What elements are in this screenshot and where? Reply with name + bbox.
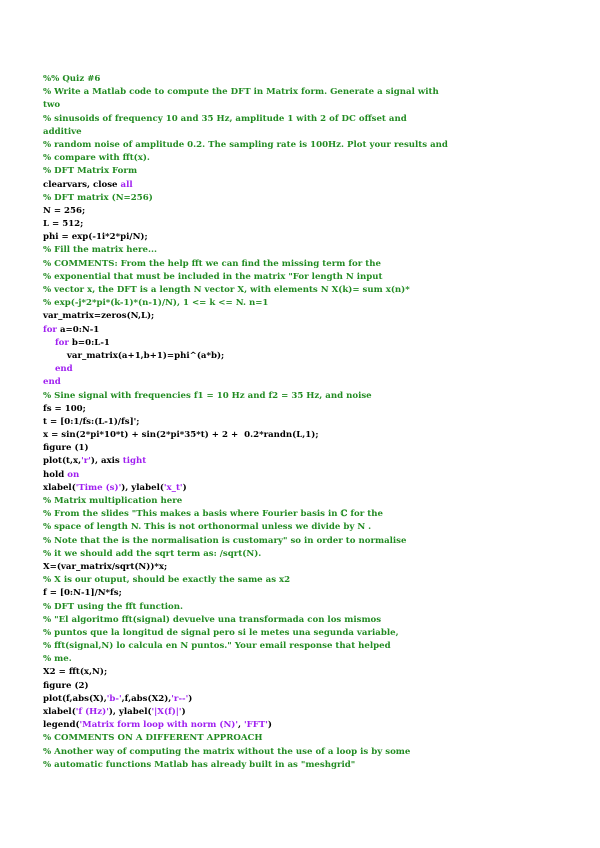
code-line [43,297,563,310]
code-line [43,258,563,271]
code-line [43,746,563,759]
code-text: xlabel( [43,482,76,493]
code-text [43,338,55,348]
code-text: ,f,abs(X2), [121,693,172,704]
code-line [43,442,563,455]
code-comment: % random noise of amplitude 0.2. The sampling rate is 100Hz. Plot your results and [43,139,448,150]
code-text: xlabel( [43,707,76,717]
code-line [43,706,563,719]
code-comment: % COMMENTS ON A DIFFERENT APPROACH [43,733,263,744]
code-comment: % DFT using the fft function. [43,601,184,612]
code-line [43,640,563,653]
code-comment: % Note that the is the normalisation is customary" so in order to normalise [43,535,407,546]
code-line [43,152,563,165]
code-text: X2 = fft(x,N); [43,667,108,678]
code-text: var_matrix(a+1,b+1)=phi^(a*b); [43,350,225,361]
code-line [43,521,563,534]
code-text: ), ylabel( [108,707,152,717]
code-line [43,376,563,389]
code-text: L = 512; [43,219,84,230]
code-keyword: 'f (Hz)' [75,707,109,717]
code-comment: % From the slides "This makes a basis where Fourier basis in ℂ for the [43,509,383,520]
code-comment: % DFT Matrix Form [43,166,138,177]
code-line [43,390,563,403]
code-line [43,205,563,218]
code-text: plot(t,x, [43,456,82,467]
code-text: b=0:L-1 [71,337,110,348]
code-line [43,574,563,587]
code-line [43,192,563,205]
code-keyword: 'b-' [106,693,122,704]
code-keyword: 'Time (s)' [75,482,122,493]
code-line [43,587,563,600]
code-keyword: on [67,469,80,480]
code-keyword: end [54,364,73,375]
code-line [43,482,563,495]
code-line [43,403,563,416]
code-line [43,73,563,86]
code-comment: % Another way of computing the matrix without the use of a loop is by some [43,746,411,757]
code-text: legend( [43,720,80,731]
code-comment: % COMMENTS: From the help fft we can find the missing term for the [43,258,381,269]
code-text: figure (1) [43,443,89,454]
code-text: figure (2) [43,680,89,691]
code-comment: % Matrix multiplication here [43,496,183,506]
code-text: f = [0:N-1]/N*fs; [43,588,122,599]
code-text: , [238,720,244,731]
code-keyword: '|X(f)|' [151,707,182,717]
code-keyword: all [120,179,133,190]
code-keyword: for [43,324,60,335]
code-line [43,719,563,732]
code-line [43,113,563,126]
code-keyword: tight [122,456,147,467]
code-comment: % Fill the matrix here... [43,245,157,256]
code-line [43,561,563,574]
code-text: plot(f,abs(X), [43,693,107,704]
code-line [43,244,563,257]
code-text: a=0:N-1 [59,324,100,335]
code-line [43,680,563,693]
code-line [43,495,563,508]
code-line [43,337,563,350]
code-text: ) [267,720,272,731]
matlab-code-listing [43,73,563,772]
code-text [43,364,55,374]
code-line [43,139,563,152]
code-text: hold [43,469,68,480]
code-text: var_matrix=zeros(N,L); [43,311,155,322]
code-line [43,350,563,363]
code-line [43,231,563,244]
code-comment: % me. [43,654,72,665]
code-line [43,284,563,297]
code-comment: two [43,100,61,111]
code-line [43,732,563,745]
code-text: ) [182,482,187,493]
code-line [43,86,563,99]
code-line [43,627,563,640]
code-keyword: 'Matrix form loop with norm (N)' [79,720,238,731]
code-text: phi = exp(-1i*2*pi/N); [43,232,148,243]
code-text: ) [181,707,186,717]
code-keyword: end [43,377,61,388]
code-line [43,693,563,706]
code-text: fs = 100; [43,403,86,414]
code-text: N = 256; [43,205,86,216]
code-keyword: for [54,337,72,348]
code-line [43,218,563,231]
code-line [43,126,563,139]
code-keyword: 'x_t' [163,482,183,493]
code-text: ) [188,693,193,704]
code-line [43,99,563,112]
code-line [43,179,563,192]
code-line [43,429,563,442]
code-text: X=(var_matrix/sqrt(N))*x; [43,561,168,572]
code-comment: % fft(signal,N) lo calcula en N puntos." Your email response that helped [43,641,391,652]
code-line [43,363,563,376]
code-line [43,271,563,284]
code-line [43,601,563,614]
code-line [43,653,563,666]
code-text: ), ylabel( [121,482,164,493]
code-line [43,535,563,548]
code-comment: % X is our otuput, should be exactly the same as x2 [43,575,291,586]
code-text: clearvars, close [43,179,121,190]
code-keyword: 'FFT' [243,720,268,731]
code-line [43,455,563,468]
code-line [43,759,563,772]
code-comment: % Write a Matlab code to compute the DFT in Matrix form. Generate a signal with [43,87,439,98]
code-comment: % sinusoids of frequency 10 and 35 Hz, amplitude 1 with 2 of DC offset and [43,113,407,124]
code-comment: % vector x, the DFT is a length N vector X, with elements N X(k)= sum x(n)* [43,285,410,295]
code-line [43,324,563,337]
code-line [43,416,563,429]
code-line [43,548,563,561]
code-comment: % compare with fft(x). [43,153,150,164]
code-comment: % it we should add the sqrt term as: /sqrt(N). [43,548,262,559]
code-keyword: 'r--' [171,693,189,704]
code-comment: % space of length N. This is not orthonormal unless we divide by N . [43,522,372,533]
code-line [43,310,563,323]
code-keyword: 'r' [81,456,91,467]
code-comment: %% Quiz #6 [43,74,101,84]
code-text: ), axis [90,456,123,467]
code-line [43,666,563,679]
code-line [43,614,563,627]
code-comment: % "El algoritmo fft(signal) devuelve una transformada con los mismos [43,614,382,625]
code-text: t = [0:1/fs:(L-1)/fs]'; [43,416,140,427]
code-comment: % DFT matrix (N=256) [43,192,153,203]
code-comment: % puntos que la longitud de signal pero si le metes una segunda variable, [43,627,399,638]
code-line [43,469,563,482]
code-comment: % exp(-j*2*pi*(k-1)*(n-1)/N), 1 <= k <= N. n=1 [43,298,269,309]
code-comment: % exponential that must be included in the matrix "For length N input [43,271,383,282]
code-comment: % automatic functions Matlab has already built in as "meshgrid" [43,759,356,770]
code-line [43,508,563,521]
code-line [43,165,563,178]
code-comment: additive [43,126,82,137]
code-comment: % Sine signal with frequencies f1 = 10 Hz and f2 = 35 Hz, and noise [43,390,372,401]
code-text: x = sin(2*pi*10*t) + sin(2*pi*35*t) + 2 + 0.2*randn(L,1); [43,430,319,441]
